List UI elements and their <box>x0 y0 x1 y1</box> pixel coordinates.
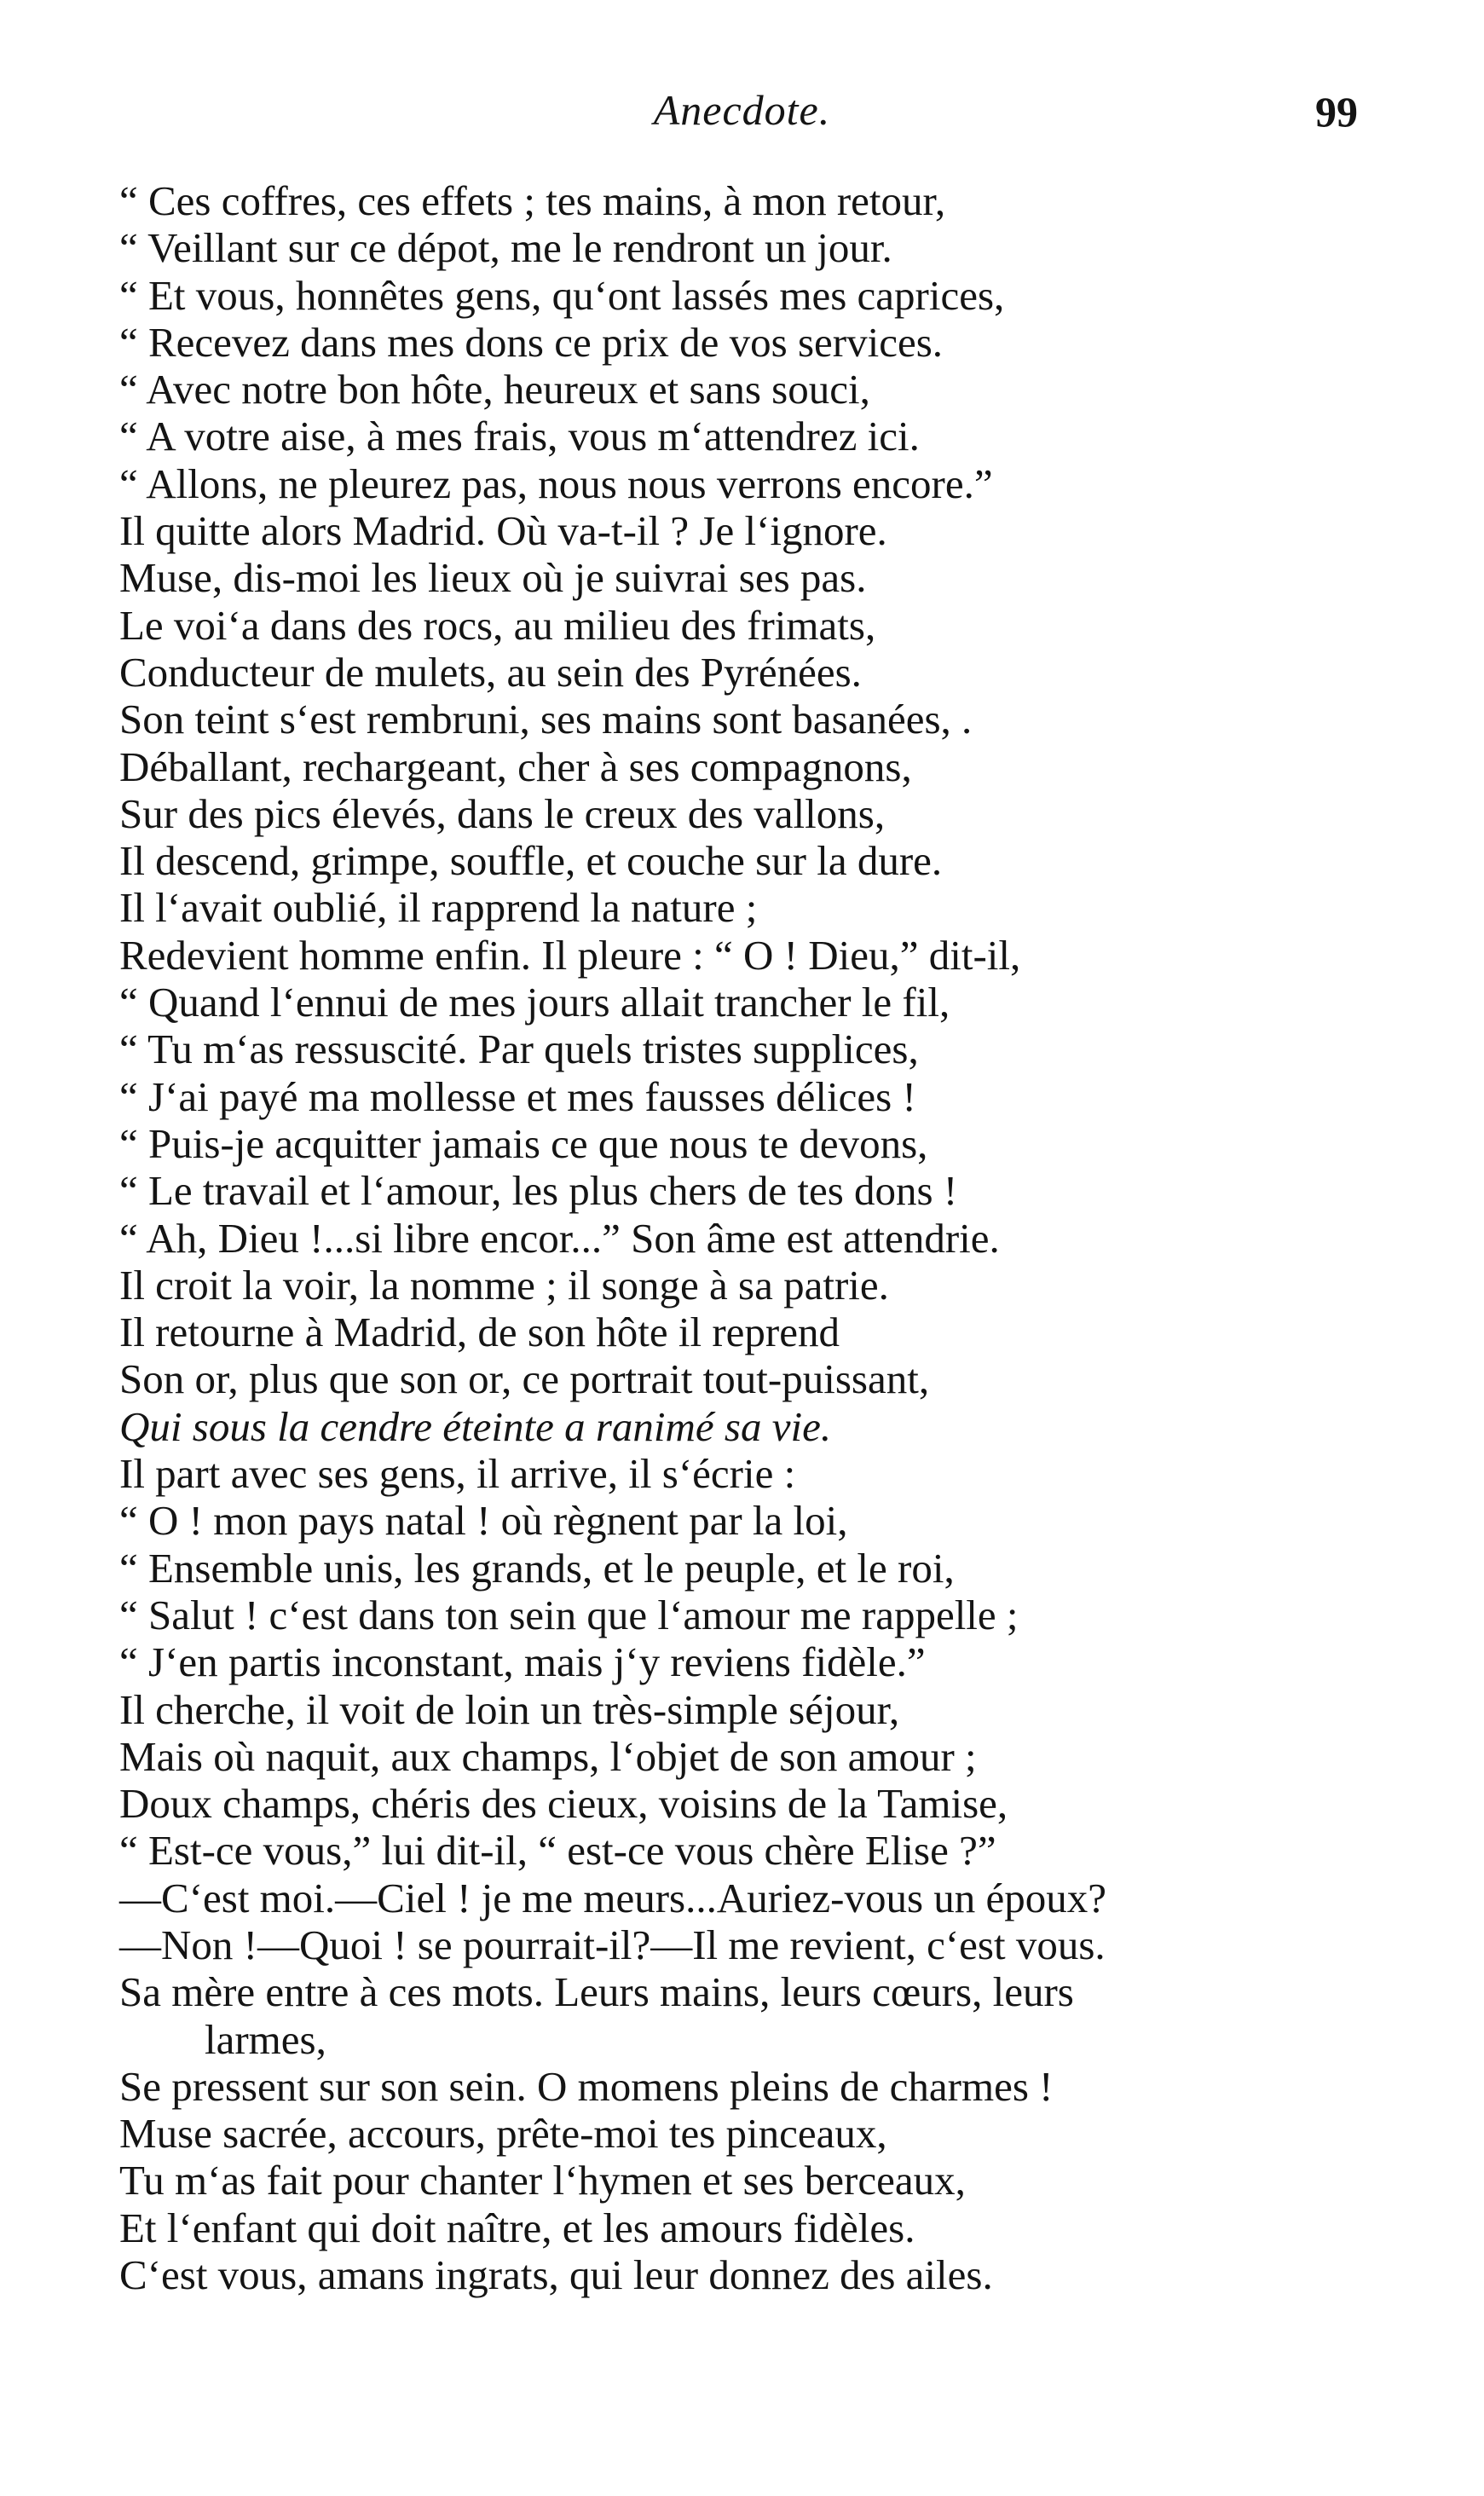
verse-line: Sur des pics élevés, dans le creux des vallons, <box>119 789 886 837</box>
verse-line: Déballant, rechargeant, cher à ses compagnons, <box>119 742 912 790</box>
verse-line: “ Recevez dans mes dons ce prix de vos services. <box>119 318 944 366</box>
verse-line: “ Ah, Dieu !...si libre encor...” Son âme est attendrie. <box>119 1214 1000 1262</box>
verse-line: Il croit la voir, la nomme ; il songe à sa patrie. <box>119 1261 889 1309</box>
running-head <box>0 85 1484 153</box>
verse-line: Qui sous la cendre éteinte a ranimé sa vie. <box>119 1402 832 1450</box>
verse-line: Muse sacrée, accours, prête-moi tes pinceaux, <box>119 2110 887 2158</box>
verse-line: —C‘est moi.—Ciel ! je me meurs...Auriez-vous un époux? <box>119 1874 1107 1921</box>
verse-line: Muse, dis-moi les lieux où je suivrai ses pas. <box>119 554 867 602</box>
verse-line: “ Et vous, honnêtes gens, qu‘ont lassés mes caprices, <box>119 271 1005 319</box>
verse-line: “ J‘ai payé ma mollesse et mes fausses délices ! <box>119 1072 916 1120</box>
verse-line: Tu m‘as fait pour chanter l‘hymen et ses berceaux, <box>119 2157 966 2204</box>
verse-line: C‘est vous, amans ingrats, qui leur donnez des ailes. <box>119 2251 993 2299</box>
verse-line: Il part avec ses gens, il arrive, il s‘écrie : <box>119 1450 796 1498</box>
verse-line: “ A votre aise, à mes frais, vous m‘attendrez ici. <box>119 413 920 460</box>
poem-text <box>119 177 1330 2298</box>
verse-line: Doux champs, chéris des cieux, voisins de la Tamise, <box>119 1780 1008 1828</box>
verse-line: “ Avec notre bon hôte, heureux et sans souci, <box>119 366 870 413</box>
running-title: Anecdote. <box>653 86 831 134</box>
verse-line: Conducteur de mulets, au sein des Pyrénées. <box>119 648 862 696</box>
verse-line: “ O ! mon pays natal ! où règnent par la loi, <box>119 1497 848 1545</box>
verse-line: Il l‘avait oublié, il rapprend la nature ; <box>119 884 758 932</box>
verse-line: “ Le travail et l‘amour, les plus chers de tes dons ! <box>119 1167 958 1215</box>
verse-line: Le voi‘a dans des rocs, au milieu des frimats, <box>119 601 876 649</box>
verse-line: “ Veillant sur ce dépot, me le rendront un jour. <box>119 224 892 272</box>
verse-line: —Non !—Quoi ! se pourrait-il?—Il me revient, c‘est vous. <box>119 1921 1106 1968</box>
verse-line: “ Quand l‘ennui de mes jours allait trancher le fil, <box>119 979 950 1026</box>
verse-line: Redevient homme enfin. Il pleure : “ O ! Dieu,” dit-il, <box>119 931 1021 979</box>
verse-line: “ Salut ! c‘est dans ton sein que l‘amour me rappelle ; <box>119 1591 1019 1638</box>
verse-line: Son or, plus que son or, ce portrait tout-puissant, <box>119 1355 930 1403</box>
verse-line: Il cherche, il voit de loin un très-simple séjour, <box>119 1685 900 1733</box>
verse-line: “ Allons, ne pleurez pas, nous nous verrons encore.” <box>119 459 993 507</box>
verse-line: Il descend, grimpe, souffle, et couche sur la dure. <box>119 837 943 885</box>
verse-line: “ Puis-je acquitter jamais ce que nous te devons, <box>119 1119 928 1167</box>
verse-line: Et l‘enfant qui doit naître, et les amours fidèles. <box>119 2204 915 2251</box>
verse-line: Son teint s‘est rembruni, ses mains sont basanées, . <box>119 696 973 743</box>
verse-line: Sa mère entre à ces mots. Leurs mains, leurs cœurs, leurs <box>119 1968 1074 2016</box>
verse-line: Il quitte alors Madrid. Où va-t-il ? Je l‘ignore. <box>119 507 887 555</box>
verse-line: Il retourne à Madrid, de son hôte il reprend <box>119 1309 840 1356</box>
verse-line: Mais où naquit, aux champs, l‘objet de son amour ; <box>119 1732 977 1780</box>
verse-line: Se pressent sur son sein. O momens pleins de charmes ! <box>119 2062 1054 2110</box>
verse-line: “ Est-ce vous,” lui dit-il, “ est-ce vous chère Elise ?” <box>119 1827 996 1875</box>
verse-line: “ J‘en partis inconstant, mais j‘y reviens fidèle.” <box>119 1638 926 1686</box>
verse-line: “ Ensemble unis, les grands, et le peuple, et le roi, <box>119 1544 955 1592</box>
verse-line: “ Tu m‘as ressuscité. Par quels tristes supplices, <box>119 1026 919 1073</box>
verse-line: “ Ces coffres, ces effets ; tes mains, à mon retour, <box>119 177 946 224</box>
verse-line: larmes, <box>205 2015 326 2063</box>
page-number: 99 <box>1315 88 1358 136</box>
